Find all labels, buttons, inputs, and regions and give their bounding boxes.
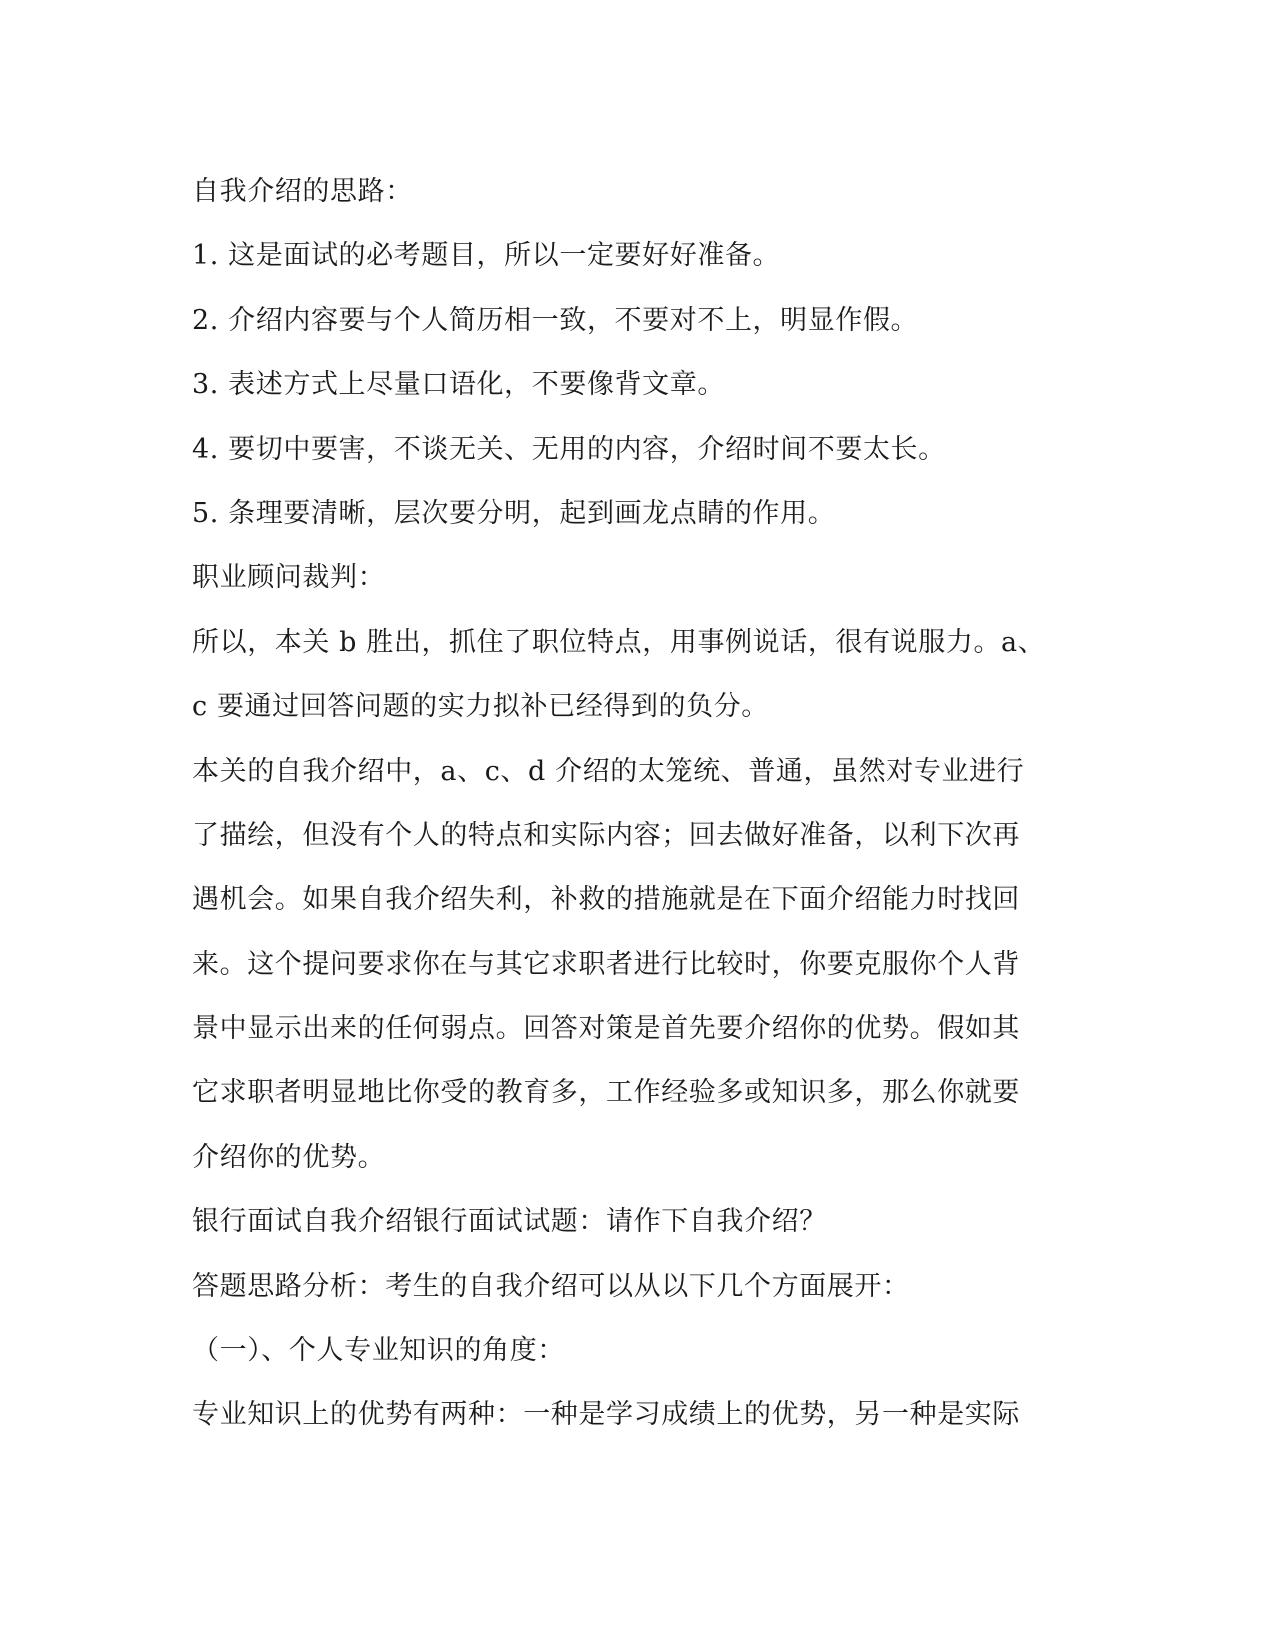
- bank-question: 银行面试自我介绍银行面试试题：请作下自我介绍？: [192, 1206, 827, 1238]
- judge-paragraph-line: 所以，本关 b 胜出，抓住了职位特点，用事例说话，很有说服力。a、: [192, 626, 1046, 658]
- analysis-paragraph-line: 本关的自我介绍中，a、c、d 介绍的太笼统、普通，虽然对专业进行: [192, 755, 1025, 787]
- analysis-paragraph-line: 来。这个提问要求你在与其它求职者进行比较时，你要克服你个人背: [192, 948, 1020, 980]
- answer-intro: 答题思路分析：考生的自我介绍可以从以下几个方面展开：: [192, 1270, 910, 1302]
- analysis-paragraph-line: 介绍你的优势。: [192, 1141, 386, 1173]
- tip-item: 2. 介绍内容要与个人简历相一致，不要对不上，明显作假。: [192, 304, 919, 336]
- judge-heading: 职业顾问裁判：: [192, 562, 386, 594]
- section-one-text: 专业知识上的优势有两种：一种是学习成绩上的优势，另一种是实际: [192, 1399, 1020, 1431]
- analysis-paragraph-line: 景中显示出来的任何弱点。回答对策是首先要介绍你的优势。假如其: [192, 1013, 1020, 1045]
- analysis-paragraph-line: 遇机会。如果自我介绍失利，补救的措施就是在下面介绍能力时找回: [192, 884, 1020, 916]
- judge-paragraph-line: c 要通过回答问题的实力拟补已经得到的负分。: [192, 691, 769, 723]
- tip-item: 5. 条理要清晰，层次要分明，起到画龙点睛的作用。: [192, 497, 836, 529]
- tip-item: 4. 要切中要害，不谈无关、无用的内容，介绍时间不要太长。: [192, 433, 946, 465]
- analysis-paragraph-line: 它求职者明显地比你受的教育多，工作经验多或知识多，那么你就要: [192, 1077, 1020, 1109]
- tip-item: 1. 这是面试的必考题目，所以一定要好好准备。: [192, 240, 781, 272]
- intro-heading: 自我介绍的思路：: [192, 176, 413, 207]
- analysis-paragraph-line: 了描绘，但没有个人的特点和实际内容；回去做好准备，以利下次再: [192, 819, 1020, 851]
- document-body: [192, 160, 1070, 1448]
- tip-item: 3. 表述方式上尽量口语化，不要像背文章。: [192, 369, 725, 401]
- section-one-heading: （一）、个人专业知识的角度：: [192, 1335, 565, 1367]
